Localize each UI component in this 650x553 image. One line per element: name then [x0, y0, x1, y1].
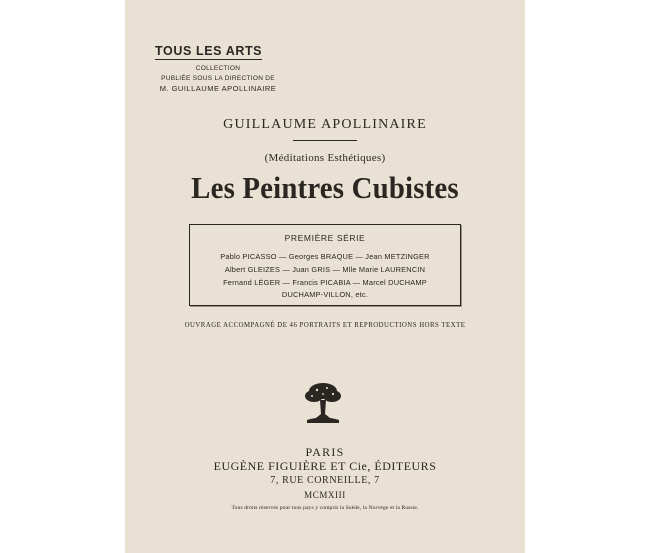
tree-icon	[303, 380, 343, 424]
artist-line: DUCHAMP-VILLON, etc.	[281, 290, 369, 299]
imprint-year: MCMXIII	[304, 490, 346, 500]
subtitle: (Méditations Esthétiques)	[264, 152, 386, 164]
book-title: Les Peintres Cubistes	[191, 170, 459, 205]
rights-notice: Tous droits réservés pour tous pays y compris la Suède, la Norvège et la Russie.	[231, 505, 419, 511]
artist-line: Albert GLEIZES — Juan GRIS — Mlle Marie LAURENCIN	[224, 265, 426, 274]
collection-direction: PUBLIÉE SOUS LA DIRECTION DE	[161, 75, 275, 82]
series-title: TOUS LES ARTS	[155, 44, 263, 58]
artist-line: Fernand LÉGER — Francis PICABIA — Marcel DUCHAMP	[223, 278, 427, 287]
divider-rule	[293, 140, 357, 141]
author: GUILLAUME APOLLINAIRE	[223, 117, 427, 132]
imprint-publisher: EUGÈNE FIGUIÈRE ET Cie, ÉDITEURS	[213, 459, 437, 473]
title-page	[125, 0, 525, 553]
illustrations-note: OUVRAGE ACCOMPAGNÉ DE 46 PORTRAITS ET REPRODUCTIONS HORS TEXTE	[184, 322, 466, 329]
collection-info	[155, 64, 281, 94]
collection-label: COLLECTION	[195, 65, 241, 72]
imprint-address: 7, RUE CORNEILLE, 7	[270, 475, 380, 486]
artists-box	[189, 224, 461, 306]
artist-line: Pablo PICASSO — Georges BRAQUE — Jean METZINGER	[220, 252, 430, 261]
imprint-city: PARIS	[305, 445, 345, 459]
series-heading: PREMIÈRE SÉRIE	[284, 233, 366, 243]
collection-director: M. GUILLAUME APOLLINAIRE	[159, 84, 277, 93]
